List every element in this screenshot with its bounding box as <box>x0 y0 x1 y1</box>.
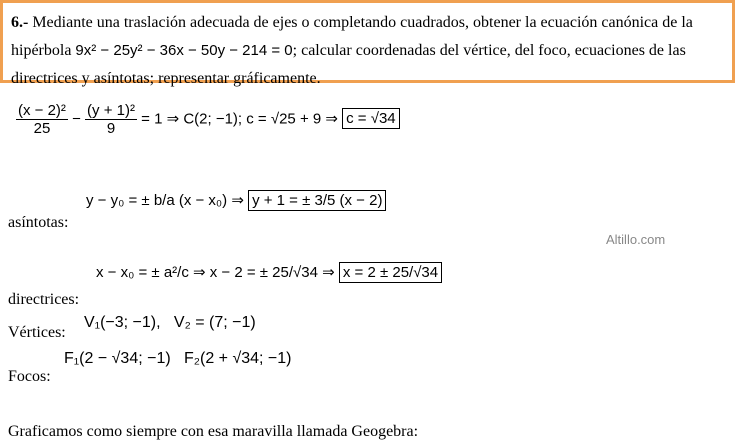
directrices-boxed-result: x = 2 ± 25/√34 <box>339 262 442 283</box>
frac2-numerator: (y + 1)² <box>87 102 135 119</box>
problem-text <box>11 9 731 93</box>
asymptotes-boxed-result: y + 1 = ± 3/5 (x − 2) <box>248 190 386 211</box>
problem-box <box>0 0 735 87</box>
canonical-equation <box>16 102 400 137</box>
frac2-denominator: 9 <box>106 120 116 137</box>
problem-number: 6.- <box>11 14 29 31</box>
asymptotes-label: asíntotas: <box>8 214 69 231</box>
asymptotes-formula <box>86 190 386 211</box>
canonical-boxed-result: c = √34 <box>342 108 400 129</box>
vertex-1: V₁(−3; −1), <box>84 314 161 331</box>
asymptotes-formula-text: y − y₀ = ± b/a (x − x₀) ⇒ <box>86 192 244 209</box>
problem-text-start: Mediante una traslación adecuada de ejes o completando cuadrados, obtener la ecuación canónica de la hipérbola <box>11 14 693 59</box>
directrices-label: directrices: <box>8 291 80 308</box>
footer-text: Graficamos como siempre con esa maravilla llamada Geogebra: <box>8 423 419 440</box>
canonical-frac2 <box>85 102 137 137</box>
directrices-formula-text: x − x₀ = ± a²/c ⇒ x − 2 = ± 25/√34 ⇒ <box>96 264 335 281</box>
foci-label: Focos: <box>8 368 51 385</box>
canonical-rest: = 1 ⇒ C(2; −1); c = √25 + 9 ⇒ <box>141 110 338 128</box>
focus-2: F₂(2 + √34; −1) <box>184 350 292 367</box>
vertices-label: Vértices: <box>8 324 66 341</box>
foci-values <box>64 350 292 368</box>
problem-equation: 9x² − 25y² − 36x − 50y − 214 = 0 <box>75 42 293 59</box>
canonical-minus: − <box>72 110 81 128</box>
frac1-numerator: (x − 2)² <box>18 102 66 119</box>
directrices-formula <box>96 262 442 283</box>
vertices-values <box>84 314 256 332</box>
canonical-frac1 <box>16 102 68 137</box>
problem-text-end: ; calcular coordenadas del vértice, del foco, ecuaciones de las directrices y asíntotas; representar gráficamente. <box>11 42 686 87</box>
vertex-2: V₂ = (7; −1) <box>173 314 256 331</box>
watermark-logo: Altillo.com <box>606 232 666 247</box>
frac1-denominator: 25 <box>33 120 51 137</box>
focus-1: F₁(2 − √34; −1) <box>64 350 171 367</box>
